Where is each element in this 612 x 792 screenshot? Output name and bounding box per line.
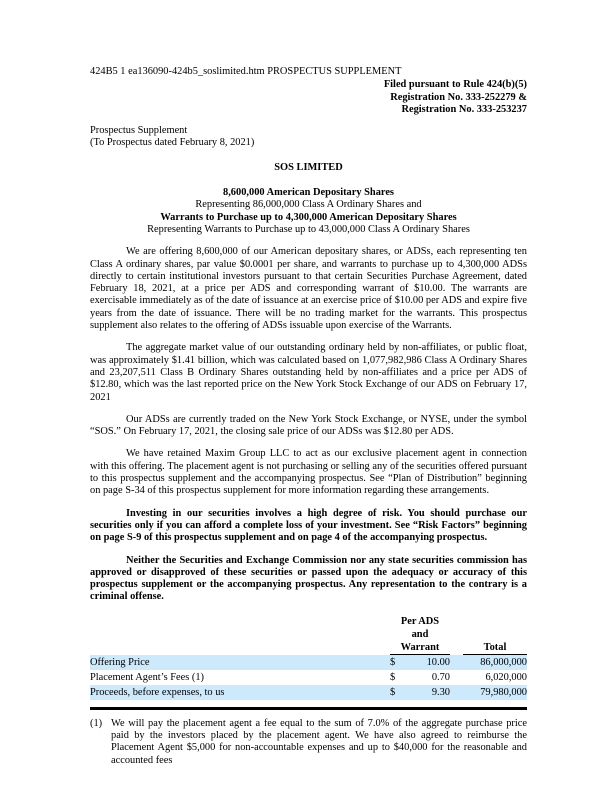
body-paragraph-public-float: The aggregate market value of our outstanding ordinary held by non-affiliates, or public float, was approximately $1.41 billion, which was calculated based on 1,077,982,986 Class A Ordinary Shares and 23,207,511 Class B Ordinary Shares outstanding held by non-affiliates and a price per ADS of $12.80, which was the last reported price on the New York Stock Exchange of our ADS on February 17, 2021 xyxy=(90,342,527,403)
table-header-per-ads-warrant: Per ADS and Warrant xyxy=(390,615,450,655)
currency-symbol: $ xyxy=(390,655,404,670)
table-header-total: Total xyxy=(450,615,527,655)
offering-title-line-2: Representing 86,000,000 Class A Ordinary Shares and xyxy=(195,199,422,211)
registration-no-line-2: Registration No. 333-253237 xyxy=(401,103,527,115)
table-row-offering-price xyxy=(90,655,527,670)
body-paragraph-risk-warning: Investing in our securities involves a high degree of risk. You should purchase our securities only if you can afford a complete loss of your investment. See “Risk Factors” beginning on page S-9 of this prospectus supplement and on page 4 of the accompanying prospectus. xyxy=(90,507,527,544)
total-value: 79,980,000 xyxy=(450,685,527,700)
edgar-filename-line: 424B5 1 ea136090-424b5_soslimited.htm PROSPECTUS SUPPLEMENT xyxy=(90,66,402,77)
prospectus-supplement-label: Prospectus Supplement xyxy=(90,125,188,137)
body-paragraph-nyse-listing: Our ADSs are currently traded on the New York Stock Exchange, or NYSE, under the symbol “SOS.” On February 17, 2021, the closing sale price of our ADSs was $12.80 per ADS. xyxy=(90,413,527,438)
offering-title-line-1: 8,600,000 American Depositary Shares xyxy=(223,187,394,199)
table-row-placement-fees xyxy=(90,670,527,685)
table-row-proceeds xyxy=(90,685,527,700)
currency-symbol: $ xyxy=(390,671,396,683)
body-paragraph-placement-agent: We have retained Maxim Group LLC to act as our exclusive placement agent in connection with this offering. The placement agent is not purchasing or selling any of the securities offered pursuant to this prospectus supplement and the accompanying prospectus. See “Plan of Distribution” beginning on page S-34 of this prospectus supplement for more information regarding these arrangements. xyxy=(90,448,527,497)
offering-title-block xyxy=(90,187,527,236)
prospectus-date-line: (To Prospectus dated February 8, 2021) xyxy=(90,137,255,149)
per-ads-value: 9.30 xyxy=(404,685,450,700)
per-ads-value: 10.00 xyxy=(404,655,450,670)
row-label: Placement Agent’s Fees (1) xyxy=(90,671,204,683)
footnote-1 xyxy=(90,718,527,767)
currency-symbol: $ xyxy=(390,685,404,700)
body-paragraph-offering: We are offering 8,600,000 of our American depositary shares, or ADSs, each representing ten Class A ordinary shares, par value $0.0001 per share, and warrants to purchase up to 4,300,000 ADSs directly to certain institutional investors pursuant to that certain Securities Purchase Agreement, dated February 18, 2021, at a price per ADS and corresponding warrant of $10.00. The warrants are exercisable immediately as of the date of issuance at an exercise price of $10.00 per ADS and expire five years from the date of issuance. There will be no trading market for the warrants. This prospectus supplement also relates to the offering of ADSs issuable upon exercise of the Warrants. xyxy=(90,246,527,332)
row-label: Proceeds, before expenses, to us xyxy=(90,685,390,700)
total-value: 86,000,000 xyxy=(450,655,527,670)
registration-no-line-1: Registration No. 333-252279 & xyxy=(390,91,527,103)
footnote-text: We will pay the placement agent a fee equal to the sum of 7.0% of the aggregate purchase price paid by the investors placed by the placement agent. We have also agreed to reimburse the Placement Agent $5,000 for non-accountable expenses and up to $40,000 for the reasonable and accounted fees xyxy=(111,717,527,766)
prospectus-supplement-block xyxy=(90,125,527,150)
footnote-marker: (1) xyxy=(90,717,103,729)
total-value: 6,020,000 xyxy=(485,671,527,683)
body-paragraph-sec-disclaimer: Neither the Securities and Exchange Commission nor any state securities commission has approved or disapproved of these securities or passed upon the adequacy or accuracy of this prospectus supplement or the accompanying prospectus. Any representation to the contrary is a criminal offense. xyxy=(90,554,527,603)
filing-info-block xyxy=(90,79,527,116)
company-name: SOS LIMITED xyxy=(274,161,343,173)
table-header-row xyxy=(90,615,527,655)
table-header-spacer xyxy=(90,615,390,655)
table-bottom-rule xyxy=(90,707,527,710)
offering-price-table xyxy=(90,615,527,700)
offering-title-line-4: Representing Warrants to Purchase up to 43,000,000 Class A Ordinary Shares xyxy=(147,223,470,235)
filed-pursuant-line: Filed pursuant to Rule 424(b)(5) xyxy=(383,79,527,91)
per-ads-value: 0.70 xyxy=(431,671,450,683)
offering-title-line-3: Warrants to Purchase up to 4,300,000 American Depositary Shares xyxy=(160,211,457,223)
row-label: Offering Price xyxy=(90,655,390,670)
